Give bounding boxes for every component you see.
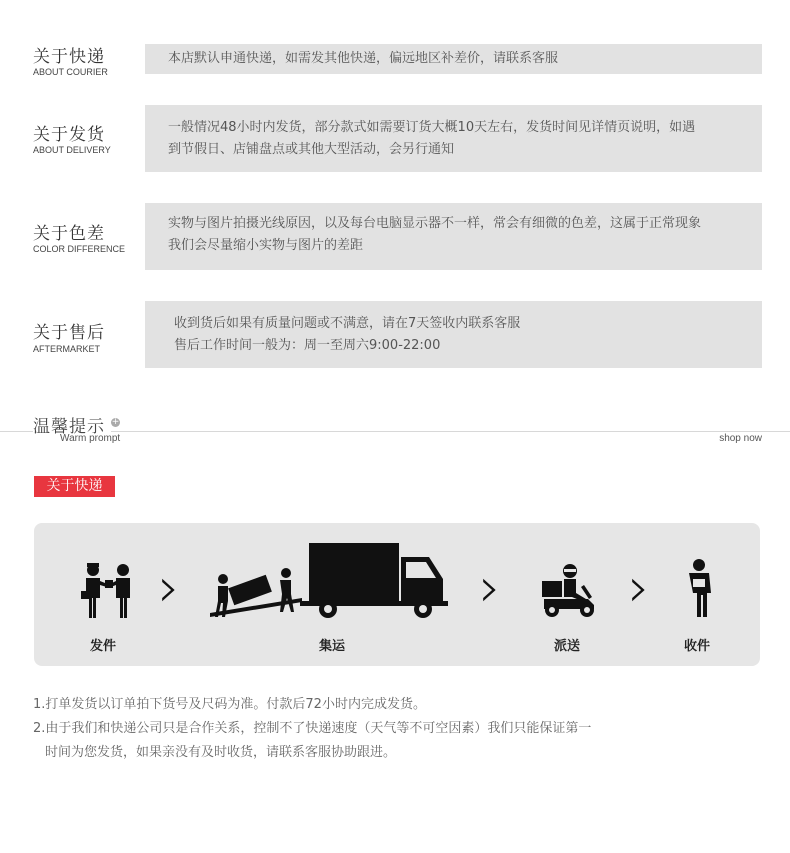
- section-subtitle: AFTERMARKET: [33, 344, 101, 354]
- section-text-line: 实物与图片拍摄光线原因，以及每台电脑显示器不一样，常会有细微的色差，这属于正常现象: [168, 216, 702, 231]
- flow-step-label: 派送: [554, 639, 581, 654]
- section-box: [145, 105, 762, 172]
- chevron-right-icon: ›: [628, 556, 650, 619]
- section-title: 关于发货: [33, 125, 105, 145]
- note-line: 时间为您发货，如果亲没有及时收货，请联系客服协助跟进。: [45, 745, 397, 760]
- note-line: 1.打单发货以订单拍下货号及尺码为准。付款后72小时内完成发货。: [33, 697, 426, 712]
- section-title: 关于快递: [33, 47, 105, 67]
- section-text-line: 到节假日、店铺盘点或其他大型活动，会另行通知: [168, 142, 455, 157]
- courier-tag: 关于快递: [34, 476, 115, 497]
- section-subtitle: COLOR DIFFERENCE: [33, 244, 126, 254]
- section-title: 关于色差: [33, 224, 105, 244]
- truck-icon: [210, 543, 450, 619]
- receiver-icon: [686, 559, 712, 619]
- section-subtitle: ABOUT DELIVERY: [33, 145, 111, 155]
- note-line: 2.由于我们和快递公司只是合作关系，控制不了快递速度（天气等不可空因素）我们只能保证第一: [33, 721, 592, 736]
- section-text-line: 一般情况48小时内发货，部分款式如需要订货大概10天左右，发货时间见详情页说明，如遇: [168, 120, 696, 135]
- flow-step-label: 集运: [319, 639, 346, 654]
- shop-now-link[interactable]: shop now: [719, 433, 762, 444]
- shipping-flow-panel: [34, 523, 760, 666]
- chevron-right-icon: ›: [479, 556, 501, 619]
- flow-step-label: 发件: [90, 639, 117, 654]
- section-title: 关于售后: [33, 323, 105, 343]
- section-text-line: 收到货后如果有质量问题或不满意，请在7天签收内联系客服: [174, 316, 521, 331]
- warm-prompt-title: 温馨提示: [33, 412, 111, 437]
- section-box: [145, 44, 762, 74]
- section-text-line: 售后工作时间一般为：周一至周六9:00-22:00: [174, 338, 441, 353]
- warm-prompt-subtitle: Warm prompt: [60, 433, 121, 444]
- section-text-line: 本店默认申通快递，如需发其他快递，偏远地区补差价，请联系客服: [168, 51, 559, 66]
- flow-step-label: 收件: [684, 639, 711, 654]
- plus-icon: +: [111, 417, 120, 427]
- chevron-right-icon: ›: [158, 556, 180, 619]
- section-subtitle: ABOUT COURIER: [33, 67, 108, 77]
- section-text-line: 我们会尽量缩小实物与图片的差距: [168, 238, 364, 253]
- scooter-icon: [540, 563, 598, 619]
- section-box: [145, 301, 762, 368]
- divider-line: [0, 431, 790, 432]
- handover-icon: [80, 561, 136, 619]
- section-box: [145, 203, 762, 270]
